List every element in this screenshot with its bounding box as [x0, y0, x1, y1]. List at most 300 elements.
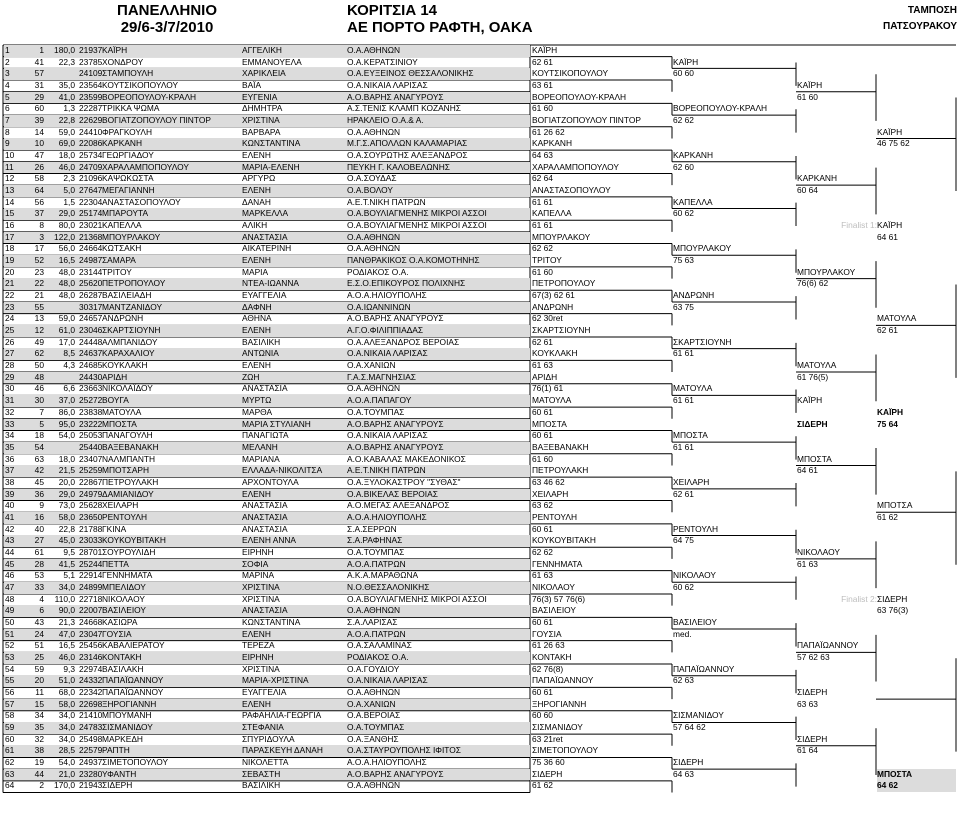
player-id: 30317 — [79, 301, 102, 312]
round1-result: ΑΝΑΣΤΑΣΟΠΟΥΛΟΥ — [532, 185, 611, 196]
club: Ο.Α.ΞΥΛΟΚΑΣΤΡΟΥ "ΣΥΘΑΣ" — [347, 476, 461, 487]
round3-result: 61 63 — [797, 558, 818, 569]
round4-result — [877, 687, 956, 699]
draw-position: 34 — [5, 430, 15, 441]
seed: 36 — [34, 488, 44, 499]
round3-result — [797, 68, 877, 80]
first-name: ΕΛΕΝΗ — [242, 325, 271, 336]
round4-result — [877, 360, 956, 372]
player-id: 24987 — [79, 255, 102, 266]
round2-result — [673, 547, 796, 559]
round1-result: 61 63 — [532, 360, 553, 371]
draw-position: 39 — [5, 488, 15, 499]
first-name: ΜΑΡΙΑ ΣΤΥΛΙΑΝΗ — [242, 418, 311, 429]
round3-result: ΣΙΔΕΡΗ — [797, 418, 828, 429]
round4-result — [877, 757, 956, 769]
ranking-points: 95,0 — [58, 418, 75, 429]
club: Α.Ε.Τ.ΝΙΚΗ ΠΑΤΡΩΝ — [347, 196, 426, 207]
ranking-points: 48,0 — [58, 266, 75, 277]
table-row — [3, 419, 956, 431]
player-id: 24979 — [79, 488, 102, 499]
first-name: ΑΝΑΣΤΑΣΙΑ — [242, 500, 288, 511]
draw-position: 49 — [5, 605, 15, 616]
round4-result: 63 76(3) — [877, 605, 909, 616]
round1-result: 61 61 — [532, 220, 553, 231]
round1-result: 61 61 — [532, 196, 553, 207]
round2-result — [673, 267, 796, 279]
seed: 23 — [34, 266, 44, 277]
round4-result: 64 62 — [877, 780, 956, 792]
round4-result: 61 62 — [877, 511, 898, 522]
round4-result — [877, 185, 956, 197]
round1-result: ΜΠΟΣΤΑ — [532, 418, 567, 429]
round1-result: ΒΑΣΙΛΕΙΟΥ — [532, 605, 577, 616]
round3-result — [797, 162, 877, 174]
draw-position: 27 — [5, 348, 15, 359]
round1-result: 62 61 — [532, 56, 553, 67]
round3-result: ΚΑΪΡΗ — [797, 80, 823, 91]
first-name: ΕΥΑΓΓΕΛΙΑ — [242, 290, 287, 301]
seed: 29 — [34, 91, 44, 102]
first-name: ΕΥΓΕΝΙΑ — [242, 91, 278, 102]
round3-result — [797, 302, 877, 314]
player-id: 21368 — [79, 231, 102, 242]
first-name: ΖΩΗ — [242, 371, 260, 382]
round1-result: 60 61 — [532, 406, 553, 417]
round2-result: ΣΚΑΡΤΣΙΟΥΝΗ — [673, 336, 732, 347]
round1-result: ΑΡΙΔΗ — [532, 371, 558, 382]
ranking-points: 51,0 — [58, 675, 75, 686]
round2-result: ΑΝΔΡΩΝΗ — [673, 290, 715, 301]
player-id: 25628 — [79, 500, 102, 511]
seed: 12 — [34, 325, 44, 336]
first-name: ΕΛΕΝΗ — [242, 185, 271, 196]
surname: ΚΟΥΤΣΙΚΟΠΟΥΛΟΥ — [102, 80, 179, 91]
round4-result — [877, 372, 956, 384]
round3-result — [797, 45, 877, 57]
surname: ΣΚΑΡΤΣΙΟΥΝΗ — [102, 325, 161, 336]
round2-result — [673, 372, 796, 384]
first-name: ΝΙΚΟΛΕΤΤΑ — [242, 756, 289, 767]
surname: ΤΡΙΤΟΥ — [102, 266, 132, 277]
player-id: 24685 — [79, 360, 102, 371]
table-row — [3, 80, 956, 92]
club: Α.Ο.ΒΑΡΗΣ ΑΝΑΓΥΡΟΥΣ — [347, 313, 444, 324]
surname: ΣΙΜΕΤΟΠΟΥΛΟΥ — [102, 756, 169, 767]
ranking-points: 16,5 — [58, 255, 75, 266]
round1-result: ΚΟΥΚΟΥΒΙΤΑΚΗ — [532, 535, 596, 546]
player-id: 27647 — [79, 185, 102, 196]
round1-result: 61 26 63 — [532, 640, 565, 651]
club: Ο.Α.ΙΩΑΝΝΙΝΩΝ — [347, 301, 411, 312]
first-name: ΧΡΙΣΤΙΝΑ — [242, 663, 280, 674]
venue: ΑΕ ΠΟΡΤΟ ΡΑΦΤΗ, ΟΑΚΑ — [347, 19, 533, 36]
club: Α.Ο.ΒΑΡΗΣ ΑΝΑΓΥΡΟΥΣ — [347, 768, 444, 779]
table-row — [3, 395, 956, 407]
round2-result — [673, 640, 796, 652]
first-name: ΧΡΙΣΤΙΝΑ — [242, 593, 280, 604]
player-id: 23033 — [79, 535, 102, 546]
round2-result: ΧΕΙΛΑΡΗ — [673, 476, 710, 487]
round2-result: ΝΙΚΟΛΑΟΥ — [673, 570, 716, 581]
surname: ΥΦΑΝΤΗ — [102, 768, 137, 779]
seed: 38 — [34, 745, 44, 756]
surname: ΒΑΣΙΛΑΚΗ — [102, 663, 144, 674]
round3-result — [797, 348, 877, 360]
round1-result: ΤΡΙΤΟΥ — [532, 255, 562, 266]
round2-result — [673, 138, 796, 150]
round4-result — [877, 45, 956, 57]
ranking-points: 86,0 — [58, 406, 75, 417]
seed: 59 — [34, 663, 44, 674]
round2-result: 64 75 — [673, 535, 694, 546]
round3-result — [797, 337, 877, 349]
player-id: 22974 — [79, 663, 102, 674]
table-row — [3, 68, 956, 80]
club: Ο.Α.ΤΟΥΜΠΑΣ — [347, 406, 405, 417]
ranking-points: 20,0 — [58, 476, 75, 487]
club: Ο.Α.ΒΟΛΟΥ — [347, 185, 393, 196]
club: Ο.Α.ΒΟΥΛΙΑΓΜΕΝΗΣ ΜΙΚΡΟΙ ΑΣΣΟΙ — [347, 220, 487, 231]
round1-result: 60 60 — [532, 710, 553, 721]
first-name: ΑΛΙΚΗ — [242, 220, 268, 231]
first-name: ΑΝΑΣΤΑΣΙΑ — [242, 383, 288, 394]
seed: 42 — [34, 465, 44, 476]
player-id: 22867 — [79, 476, 102, 487]
table-row — [3, 407, 956, 419]
first-name: ΜΑΡΘΑ — [242, 406, 273, 417]
table-row — [3, 757, 956, 769]
first-name: ΑΝΑΣΤΑΣΙΑ — [242, 511, 288, 522]
player-id: 24937 — [79, 756, 102, 767]
round2-result: 63 75 — [673, 301, 694, 312]
player-id: 22698 — [79, 698, 102, 709]
round3-result: 61 64 — [797, 745, 818, 756]
surname: ΤΡΙΚΚΑ ΨΩΜΑ — [102, 103, 160, 114]
round3-result — [797, 383, 877, 395]
draw-position: 29 — [5, 371, 15, 382]
draw-position: 38 — [5, 476, 15, 487]
player-id: 24637 — [79, 348, 102, 359]
draw-position: 46 — [5, 570, 15, 581]
player-id: 23599 — [79, 91, 102, 102]
seed: 24 — [34, 628, 44, 639]
seed: 26 — [34, 161, 44, 172]
round2-result — [673, 173, 796, 185]
surname: ΒΟΓΙΑΤΖΟΠΟΥΛΟΥ ΠΙΝΤΟΡ — [102, 115, 211, 126]
round3-result — [797, 500, 877, 512]
draw-position: 43 — [5, 535, 15, 546]
table-row — [3, 687, 956, 699]
player-id: 23838 — [79, 406, 102, 417]
player-id: 24410 — [79, 126, 102, 137]
draw-position: 12 — [5, 173, 15, 184]
first-name: ΜΑΡΙΑ-ΧΡΙΣΤΙΝΑ — [242, 675, 309, 686]
ranking-points: 90,0 — [58, 605, 75, 616]
draw-position: 28 — [5, 360, 15, 371]
table-row — [3, 313, 956, 325]
seed: 56 — [34, 196, 44, 207]
event-dates: 29/6-3/7/2010 — [120, 19, 214, 36]
table-row — [3, 173, 956, 185]
first-name: ΑΝΑΣΤΑΣΙΑ — [242, 605, 288, 616]
seed: 2 — [39, 780, 44, 791]
first-name: ΒΑΪΑ — [242, 80, 262, 91]
table-row — [3, 430, 956, 442]
club: Α.Ε.Τ.ΝΙΚΗ ΠΑΤΡΩΝ — [347, 465, 426, 476]
surname: ΑΡΙΔΗ — [102, 371, 128, 382]
surname: ΞΗΡΟΓΙΑΝΝΗ — [102, 698, 157, 709]
player-id: 23047 — [79, 628, 102, 639]
table-row — [3, 232, 956, 244]
seed: 32 — [34, 733, 44, 744]
table-row — [3, 535, 956, 547]
surname: ΣΙΔΕΡΗ — [102, 780, 133, 791]
first-name: ΣΠΥΡΙΔΟΥΛΑ — [242, 733, 295, 744]
club: ΡΟΔΙΑΚΟΣ Ο.Α. — [347, 266, 409, 277]
player-id: 23144 — [79, 266, 102, 277]
draw-position: 58 — [5, 710, 15, 721]
draw-position: 35 — [5, 441, 15, 452]
player-id: 22007 — [79, 605, 102, 616]
round4-result — [877, 465, 956, 477]
round3-result: 64 61 — [797, 465, 818, 476]
round3-result — [797, 535, 877, 547]
round2-result: ΚΑΪΡΗ — [673, 56, 699, 67]
surname: ΧΟΝΔΡΟΥ — [102, 56, 144, 67]
draw-position: 52 — [5, 640, 15, 651]
round1-result: ΚΑΡΚΑΝΗ — [532, 138, 573, 149]
round2-result: ΚΑΡΚΑΝΗ — [673, 150, 714, 161]
round2-result: ΜΠΟΣΤΑ — [673, 430, 708, 441]
draw-position: 20 — [5, 266, 15, 277]
first-name: ΜΥΡΤΩ — [242, 395, 272, 406]
club: Ο.Α.ΑΘΗΝΩΝ — [347, 605, 401, 616]
surname: ΧΕΙΛΑΡΗ — [102, 500, 139, 511]
round2-result: 62 60 — [673, 161, 694, 172]
player-id: 24664 — [79, 243, 102, 254]
surname: ΣΤΑΜΠΟΥΛΗ — [102, 68, 154, 79]
table-row — [3, 45, 956, 57]
first-name: ΕΛΕΝΗ — [242, 488, 271, 499]
seed: 16 — [34, 511, 44, 522]
seed: 33 — [34, 581, 44, 592]
surname: ΚΑΒΑΛΙΕΡΑΤΟΥ — [102, 640, 165, 651]
table-row — [3, 500, 956, 512]
table-row — [3, 465, 956, 477]
table-row — [3, 512, 956, 524]
round1-result: ΚΑΪΡΗ — [532, 45, 558, 55]
round4-result: 75 64 — [877, 418, 898, 429]
club: Ο.Α.ΑΘΗΝΩΝ — [347, 243, 401, 254]
round3-result — [797, 442, 877, 454]
seed: 3 — [39, 231, 44, 242]
seed: 20 — [34, 675, 44, 686]
round3-result — [797, 243, 877, 255]
round4-result — [877, 395, 956, 407]
round2-result — [673, 605, 796, 617]
draw-position: 62 — [5, 756, 15, 767]
surname: ΑΝΑΣΤΑΣΟΠΟΥΛΟΥ — [102, 196, 181, 207]
ranking-points: 54,0 — [58, 756, 75, 767]
round3-result — [797, 675, 877, 687]
round1-result: ΓΕΝΝΗΜΑΤΑ — [532, 558, 583, 569]
club: Σ.Α.ΣΕΡΡΩΝ — [347, 523, 397, 534]
ranking-points: 47,0 — [58, 628, 75, 639]
ranking-points: 5,0 — [63, 185, 75, 196]
seed: 17 — [34, 243, 44, 254]
round2-result: 61 61 — [673, 441, 694, 452]
draw-position: 41 — [5, 511, 15, 522]
first-name: ΧΡΙΣΤΙΝΑ — [242, 581, 280, 592]
draw-position: 42 — [5, 523, 15, 534]
draw-position: 11 — [5, 161, 14, 172]
ranking-points: 58,0 — [58, 698, 75, 709]
round4-result — [877, 454, 956, 466]
round4-result — [877, 489, 956, 501]
club: Ν.Ο.ΘΕΣΣΑΛΟΝΙΚΗΣ — [347, 581, 430, 592]
first-name: ΔΗΜΗΤΡΑ — [242, 103, 283, 114]
round4-result — [877, 442, 956, 454]
round3-result: ΣΙΔΕΡΗ — [797, 686, 828, 697]
club: Ο.Α.ΚΕΡΑΤΣΙΝΙΟΥ — [347, 56, 418, 67]
table-row — [3, 629, 956, 641]
surname: ΜΠΟΥΡΛΑΚΟΥ — [102, 231, 161, 242]
ranking-points: 48,0 — [58, 278, 75, 289]
round1-result: 61 63 — [532, 570, 553, 581]
draw-table — [3, 45, 956, 792]
player-id: 25456 — [79, 640, 102, 651]
surname: ΜΠΟΣΤΑ — [102, 418, 137, 429]
surname: ΜΠΟΥΜΑΝΗ — [102, 710, 152, 721]
round2-result — [673, 325, 796, 337]
round3-result: ΜΠΟΣΤΑ — [797, 453, 832, 464]
surname: ΜΠΟΤΣΑΡΗ — [102, 465, 150, 476]
round3-result: 57 62 63 — [797, 651, 830, 662]
player-id: 21096 — [79, 173, 102, 184]
round2-result — [673, 652, 796, 664]
surname: ΓΕΩΡΓΙΑΔΟΥ — [102, 150, 154, 161]
surname: ΚΟΥΚΛΑΚΗ — [102, 360, 148, 371]
round2-result — [673, 407, 796, 419]
table-row — [3, 605, 956, 617]
club: Γ.Α.Σ.ΜΑΓΝΗΣΙΑΣ — [347, 371, 416, 382]
table-row — [3, 547, 956, 559]
player-id: 23280 — [79, 768, 102, 779]
round1-result: 61 26 62 — [532, 126, 565, 137]
seed: 55 — [34, 301, 44, 312]
draw-position: 59 — [5, 721, 15, 732]
round4-result: ΚΑΪΡΗ — [877, 406, 904, 417]
round4-result — [877, 57, 956, 69]
table-row — [3, 243, 956, 255]
first-name: ΔΑΦΝΗ — [242, 301, 272, 312]
seed: 4 — [39, 593, 44, 604]
first-name: ΚΩΝΣΤΑΝΤΙΝΑ — [242, 616, 301, 627]
draw-position: 44 — [5, 546, 15, 557]
round4-result: 62 61 — [877, 325, 898, 336]
round2-result: ΜΑΤΟΥΛΑ — [673, 383, 713, 394]
draw-position: 3 — [5, 68, 10, 79]
seed: 40 — [34, 523, 44, 534]
seed: 11 — [35, 686, 44, 697]
table-row — [3, 278, 956, 290]
seed: 45 — [34, 476, 44, 487]
player-id: 22086 — [79, 138, 102, 149]
draw-position: 23 — [5, 301, 15, 312]
round1-result: 60 61 — [532, 686, 553, 697]
club: Α.Ο.ΚΑΒΑΛΑΣ ΜΑΚΕΔΟΝΙΚΟΣ — [347, 453, 466, 464]
event-title: ΠΑΝΕΛΛΗΝΙΟ — [116, 2, 217, 19]
club: Ο.Α.ΒΟΥΛΙΑΓΜΕΝΗΣ ΜΙΚΡΟΙ ΑΣΣΟΙ — [347, 593, 487, 604]
ranking-points: 56,0 — [58, 243, 75, 254]
ranking-points: 46,0 — [58, 161, 75, 172]
table-row — [3, 675, 956, 687]
first-name: ΑΝΑΣΤΑΣΙΑ — [242, 231, 288, 242]
club: Ο.Α.ΝΙΚΑΙΑ ΛΑΡΙΣΑΣ — [347, 430, 428, 441]
club: Ο.Α.ΒΟΥΛΙΑΓΜΕΝΗΣ ΜΙΚΡΟΙ ΑΣΣΟΙ — [347, 208, 487, 219]
draw-position: 47 — [5, 581, 15, 592]
draw-position: 55 — [5, 675, 15, 686]
round3-result — [797, 477, 877, 489]
round4-result — [877, 734, 956, 746]
seed: 48 — [34, 371, 44, 382]
round3-result — [797, 570, 877, 582]
round3-result: ΝΙΚΟΛΑΟΥ — [797, 546, 840, 557]
round4-result — [877, 582, 956, 594]
round4-result — [877, 208, 956, 220]
surname: ΜΠΕΛΙΔΟΥ — [102, 581, 146, 592]
surname: ΣΑΜΑΡΑ — [102, 255, 136, 266]
seed: 34 — [34, 710, 44, 721]
round4-result — [877, 745, 956, 757]
round2-result — [673, 45, 796, 57]
club: Μ.Γ.Σ.ΑΠΟΛΛΩΝ ΚΑΛΑΜΑΡΙΑΣ — [347, 138, 468, 149]
round2-result — [673, 80, 796, 92]
round3-result — [797, 208, 877, 220]
round4-result: 46 75 62 — [877, 138, 910, 149]
ranking-points: 1,3 — [63, 103, 75, 114]
player-id: 25259 — [79, 465, 102, 476]
first-name: ΕΛΕΝΗ — [242, 255, 271, 266]
ranking-points: 37,0 — [58, 395, 75, 406]
round2-result — [673, 313, 796, 325]
player-id: 26287 — [79, 290, 102, 301]
club: Ο.Α.ΑΘΗΝΩΝ — [347, 231, 401, 242]
table-row — [3, 640, 956, 652]
table-row — [3, 103, 956, 115]
ranking-points: 17,0 — [58, 336, 75, 347]
ranking-points: 21,5 — [58, 465, 75, 476]
player-id: 22914 — [79, 570, 102, 581]
club: Ο.Α.ΑΘΗΝΩΝ — [347, 383, 401, 394]
round1-result: 62 62 — [532, 546, 553, 557]
round3-result — [797, 629, 877, 641]
round3-result — [797, 757, 877, 769]
round4-result — [877, 383, 956, 395]
round3-result — [797, 780, 877, 792]
round2-result: ΡΕΝΤΟΥΛΗ — [673, 523, 719, 534]
surname: ΝΙΚΟΛΑΟΥ — [102, 593, 145, 604]
surname: ΣΙΣΜΑΝΙΔΟΥ — [102, 721, 153, 732]
table-row — [3, 372, 956, 384]
first-name: ΕΛΕΝΗ — [242, 698, 271, 709]
first-name: ΕΛΕΝΗ — [242, 150, 271, 161]
round1-result: ΡΕΝΤΟΥΛΗ — [532, 511, 578, 522]
round1-result: 63 62 — [532, 500, 553, 511]
round2-result: 60 60 — [673, 68, 694, 79]
draw-position: 13 — [5, 185, 15, 196]
